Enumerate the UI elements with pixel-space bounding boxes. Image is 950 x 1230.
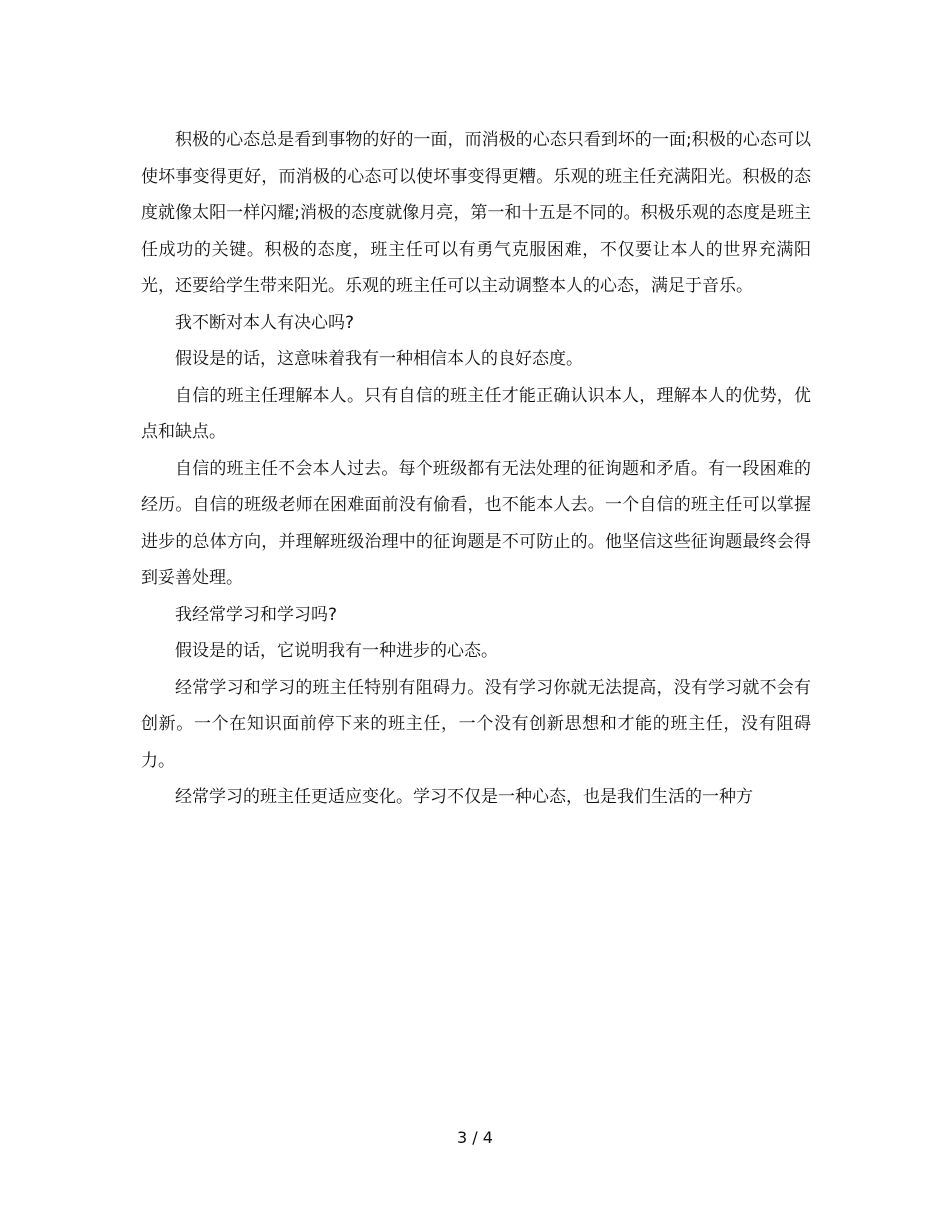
paragraph-4: 自信的班主任理解本人。只有自信的班主任才能正确认识本人，理解本人的优势，优点和缺点。 (141, 385, 811, 442)
paragraph-6: 我经常学习和学习吗? (175, 604, 338, 625)
paragraph-1: 积极的心态总是看到事物的好的一面，而消极的心态只看到坏的一面;积极的心态可以使坏事变得更好，而消极的心态可以使坏事变得更糟。乐观的班主任充满阳光。积极的态度就像太阳一样闪耀;消极的态度就像月亮，第一和十五是不同的。积极乐观的态度是班主任成功的关键。积极的态度，班主任可以有勇气克服困难，不仅要让本人的世界充满阳光，还要给学生带来阳光。乐观的班主任可以主动调整本人的心态，满足于音乐。 (141, 130, 811, 296)
document-body (141, 122, 811, 816)
paragraph-2: 我不断对本人有决心吗? (175, 312, 355, 333)
paragraph-7: 假设是的话，它说明我有一种进步的心态。 (175, 641, 498, 661)
paragraph-5: 自信的班主任不会本人过去。每个班级都有无法处理的征询题和矛盾。有一段困难的经历。自信的班级老师在困难面前没有偷看，也不能本人去。一个自信的班主任可以掌握进步的总体方向，并理解班级治理中的征询题是不可防止的。他坚信这些征询题最终会得到妥善处理。 (141, 458, 811, 588)
paragraph-3: 假设是的话，这意味着我有一种相信本人的良好态度。 (175, 349, 583, 369)
paragraph-8: 经常学习和学习的班主任特别有阻碍力。没有学习你就无法提高，没有学习就不会有创新。一个在知识面前停下来的班主任，一个没有创新思想和才能的班主任，没有阻碍力。 (141, 677, 811, 771)
page-number: 3 / 4 (457, 1128, 493, 1147)
paragraph-9: 经常学习的班主任更适应变化。学习不仅是一种心态，也是我们生活的一种方 (175, 787, 753, 807)
